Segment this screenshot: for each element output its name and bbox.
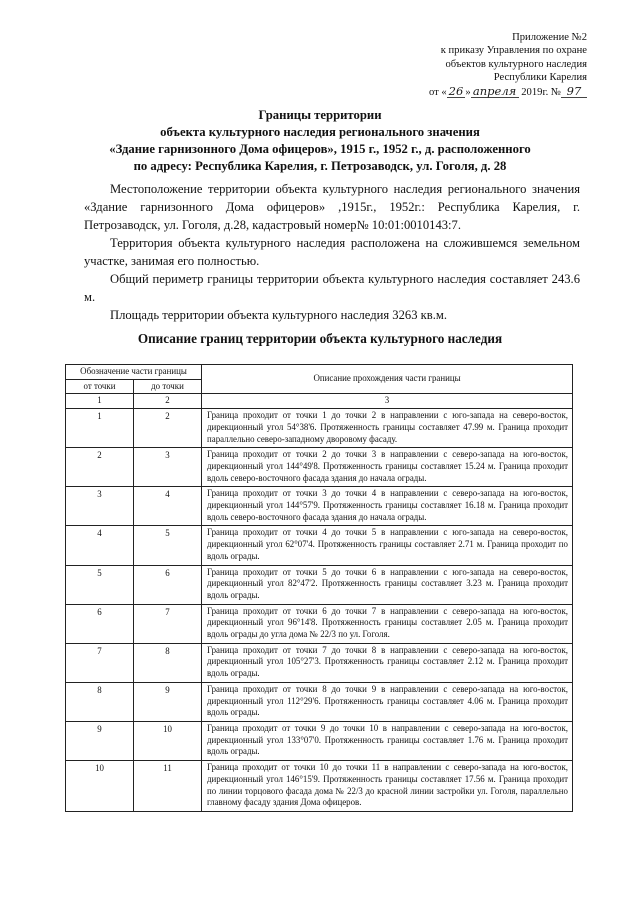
appendix-line-3: объектов культурного наследия [445, 58, 587, 70]
table-row [66, 487, 573, 526]
table-group-header-row [66, 365, 573, 380]
cell-from: 6 [66, 604, 134, 643]
table-row [66, 643, 573, 682]
order-date-line [357, 85, 587, 99]
table-row [66, 604, 573, 643]
title-line-1: Границы территории [258, 108, 382, 122]
table-row [66, 682, 573, 721]
appendix-line-1: Приложение №2 [512, 32, 587, 43]
cell-to: 5 [134, 526, 202, 565]
cell-to: 2 [134, 409, 202, 448]
cell-from: 10 [66, 761, 134, 812]
cell-from: 8 [66, 682, 134, 721]
body-text [84, 180, 580, 324]
boundary-table [65, 364, 573, 812]
order-date-prefix: от « [428, 86, 447, 98]
title-line-3: «Здание гарнизонного Дома офицеров», 1915 г., 1952 г., д. расположенного [109, 142, 531, 156]
table-body [66, 409, 573, 812]
area-paragraph: Площадь территории объекта культурного наследия 3263 кв.м. [110, 308, 447, 322]
cell-description: Граница проходит от точки 4 до точки 5 в направлении с юго-запада на северо-восток, дирекционный угол 62°07'4. Протяженность границы составляет 2.71 м. Граница проходит по вдоль ограды. [202, 526, 573, 565]
cell-to: 3 [134, 448, 202, 487]
appendix-line-4: Республики Карелия [493, 72, 587, 84]
table-index-row [66, 394, 573, 409]
cell-description: Граница проходит от точки 2 до точки 3 в направлении с северо-запада на юго-восток, дирекционный угол 144°49'8. Протяженность границы составляет 15.24 м. Граница проходит вдоль северо-восточного фасада здания до начала ограды. [202, 448, 573, 487]
territory-paragraph: Территория объекта культурного наследия расположена на сложившемся земельном участке, занимая его полностью. [84, 236, 580, 268]
cell-from: 4 [66, 526, 134, 565]
cell-from: 2 [66, 448, 134, 487]
table-row [66, 565, 573, 604]
header-from-point: от точки [66, 379, 134, 394]
table-row [66, 761, 573, 812]
table-row [66, 526, 573, 565]
cell-description: Граница проходит от точки 1 до точки 2 в направлении с юго-запада на северо-восток, дирекционный угол 54°38'6. Протяженность границы составляет 47.99 м. Граница проходит параллельно северо-западному дворовому фасаду. [202, 409, 573, 448]
handwritten-order-number: 97 [561, 85, 587, 98]
cell-from: 1 [66, 409, 134, 448]
table-title: Описание границ территории объекта культурного наследия [137, 331, 503, 346]
appendix-line-2: к приказу Управления по охране [440, 45, 587, 57]
perimeter-paragraph: Общий периметр границы территории объекта культурного наследия составляет 243.6 м. [84, 272, 580, 304]
cell-description: Граница проходит от точки 3 до точки 4 в направлении с северо-запада на юго-восток, дирекционный угол 144°57'9. Протяженность границы составляет 16.18 м. Граница проходит вдоль северо-восточного фасада здания до начала ограды. [202, 487, 573, 526]
title-line-2: объекта культурного наследия регионального значения [160, 125, 480, 139]
order-year-text: 2019г. № [518, 86, 561, 98]
cell-from: 9 [66, 721, 134, 760]
order-date-quote: » [465, 86, 471, 98]
table-row [66, 409, 573, 448]
cell-description: Граница проходит от точки 5 до точки 6 в направлении с юго-запада на северо-восток, дирекционный угол 82°47'2. Протяженность границы составляет 3.23 м. Граница проходит вдоль ограды. [202, 565, 573, 604]
table-row [66, 721, 573, 760]
index-to: 2 [134, 394, 202, 409]
cell-description: Граница проходит от точки 10 до точки 11 в направлении с северо-запада на юго-восток, дирекционный угол 146°15'9. Протяженность границы составляет 17.56 м. Граница проходит по линии торцового фасада дома № 22/3 до красной линии застройки ул. Гоголя, параллельно главному фасаду здания Дома офицеров. [202, 761, 573, 812]
appendix-header [357, 31, 587, 99]
cell-description: Граница проходит от точки 7 до точки 8 в направлении с северо-запада на юго-восток, дирекционный угол 105°27'3. Протяженность границы составляет 2.12 м. Граница проходит вдоль ограды. [202, 643, 573, 682]
cell-to: 4 [134, 487, 202, 526]
cell-to: 9 [134, 682, 202, 721]
cell-to: 8 [134, 643, 202, 682]
cell-to: 10 [134, 721, 202, 760]
header-boundary-part: Обозначение части границы [66, 365, 202, 380]
cell-to: 11 [134, 761, 202, 812]
cell-from: 3 [66, 487, 134, 526]
title-line-4: по адресу: Республика Карелия, г. Петрозаводск, ул. Гоголя, д. 28 [133, 159, 507, 173]
index-desc: 3 [202, 394, 573, 409]
cell-from: 5 [66, 565, 134, 604]
header-to-point: до точки [134, 379, 202, 394]
index-from: 1 [66, 394, 134, 409]
document-title [60, 107, 580, 175]
header-description: Описание прохождения части границы [202, 365, 573, 394]
location-paragraph: Местоположение территории объекта культурного наследия регионального значения «Здание гарнизонного Дома офицеров» ,1915г., 1952г.: Республика Карелия, г. Петрозаводск, ул. Гоголя, д.28, кадастровый номер№ 10:01:0010143:7. [84, 182, 580, 232]
cell-description: Граница проходит от точки 8 до точки 9 в направлении с северо-запада на юго-восток, дирекционный угол 112°29'6. Протяженность границы составляет 4.06 м. Граница проходит вдоль ограды. [202, 682, 573, 721]
handwritten-day: 26 [448, 83, 464, 98]
cell-description: Граница проходит от точки 6 до точки 7 в направлении с северо-запада на юго-восток, дирекционный угол 96°14'8. Протяженность границы составляет 2.05 м. Граница проходит вдоль ограды до угла дома № 22/3 по ул. Гоголя. [202, 604, 573, 643]
cell-description: Граница проходит от точки 9 до точки 10 в направлении с северо-запада на юго-восток, дирекционный угол 133°07'0. Протяженность границы составляет 1.76 м. Граница проходит вдоль ограды. [202, 721, 573, 760]
table-row [66, 448, 573, 487]
cell-from: 7 [66, 643, 134, 682]
cell-to: 7 [134, 604, 202, 643]
cell-to: 6 [134, 565, 202, 604]
handwritten-month: апреля [471, 85, 519, 98]
